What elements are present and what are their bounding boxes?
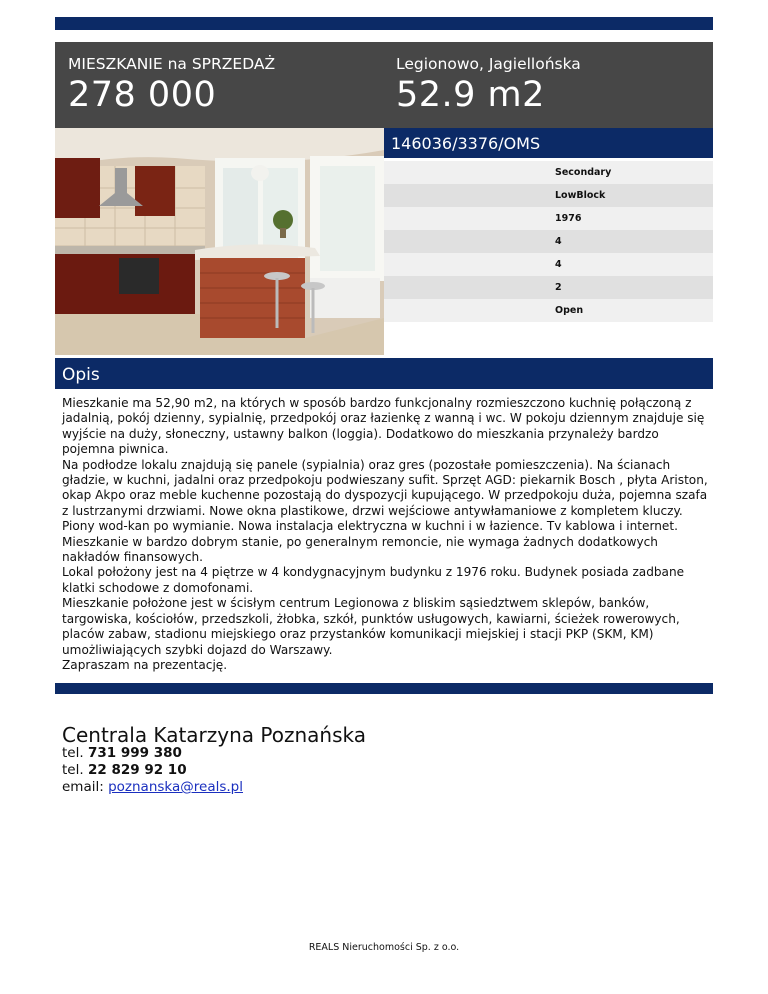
- tel-label: tel.: [62, 745, 84, 761]
- attribute-row: [384, 207, 713, 230]
- attribute-value: Secondary: [555, 167, 612, 178]
- tel-label: tel.: [62, 762, 84, 778]
- attribute-row: [384, 184, 713, 207]
- email-label: email:: [62, 779, 104, 795]
- description-paragraph: Na podłodze lokalu znajdują się panele (sypialnia) oraz gres (pozostałe pomieszczenia). Na ścianach gładzie, w kuchni, jadalni oraz przedpokoju podwieszany sufit. Sprzęt AGD: piekarnik Bosch , płyta Ariston, okap Akpo oraz meble kuchenne pozostają do dyspozycji kupującego. W przedpokoju duża, pojemna szafa z lustrzanymi drzwiami. Nowe okna plastikowe, drzwi wejściowe antywłamaniowe z kompletem kluczy. Piony wod-kan po wymianie. Nowa instalacja elektryczna w kuchni i w łazience. Tv kablowa i internet.: [62, 457, 708, 534]
- footer-company: REALS Nieruchomości Sp. z o.o.: [308, 942, 460, 953]
- description-paragraph: Lokal położony jest na 4 piętrze w 4 kondygnacyjnym budynku z 1976 roku. Budynek posiada zadbane klatki schodowe z domofonami.: [62, 565, 685, 595]
- phone-line-1: [62, 745, 182, 761]
- price: 278 000: [68, 75, 217, 115]
- agent-name: Centrala Katarzyna Poznańska: [62, 723, 366, 747]
- phone-2: 22 829 92 10: [87, 762, 187, 778]
- offer-id: 146036/3376/OMS: [384, 128, 713, 158]
- attribute-row: [384, 276, 713, 299]
- attribute-value: 4: [555, 236, 562, 247]
- top-accent-bar: [55, 17, 713, 30]
- attribute-row: [384, 161, 713, 184]
- description-text: [62, 396, 708, 673]
- attribute-row: [384, 230, 713, 253]
- attribute-value: 2: [555, 282, 562, 293]
- attribute-value: Open: [555, 305, 584, 316]
- email-link[interactable]: poznanska@reals.pl: [108, 779, 243, 795]
- phone-line-2: [62, 762, 187, 778]
- description-paragraph: Mieszkanie w bardzo dobrym stanie, po generalnym remoncie, nie wymaga żadnych dodatkowych nakładów finansowych.: [62, 534, 658, 565]
- description-paragraph: Mieszkanie położone jest w ścisłym centrum Legionowa z bliskim sąsiedztwem sklepów, banków, targowiska, kościołów, przedszkoli, żłobka, szkół, punktów usługowych, kawiarni, ścieżek rowerowych, placów zabaw, stadionu miejskiego oraz przystanków komunikacji miejskiej i stacji PKP (SKM, KM) umożliwiających szybki dojazd do Warszawy.: [62, 596, 680, 657]
- attribute-value: 4: [555, 259, 562, 270]
- area: 52.9 m2: [396, 75, 545, 115]
- location: Legionowo, Jagiellońska: [396, 55, 581, 73]
- listing-header: [55, 42, 713, 128]
- attribute-row: [384, 299, 713, 322]
- property-photo: [55, 128, 384, 355]
- description-heading: Opis: [55, 358, 713, 389]
- attribute-row: [384, 253, 713, 276]
- description-paragraph: Zapraszam na prezentację.: [62, 657, 228, 672]
- bottom-accent-bar: [55, 683, 713, 694]
- email-line: [62, 779, 243, 795]
- attribute-value: LowBlock: [555, 190, 606, 201]
- description-paragraph: Mieszkanie ma 52,90 m2, na których w sposób bardzo funkcjonalny rozmieszczono kuchnię połączoną z jadalnią, pokój dzienny, sypialnię, przedpokój oraz łazienkę z wanną i wc. W pokoju dziennym znajduje się wyjście na duży, słoneczny, ustawny balkon (loggia). Dodatkowo do mieszkania przynależy bardzo pojemna piwnica.: [62, 396, 705, 457]
- attribute-value: 1976: [555, 213, 582, 224]
- offer-type: MIESZKANIE na SPRZEDAŻ: [68, 55, 276, 73]
- phone-1: 731 999 380: [87, 745, 182, 761]
